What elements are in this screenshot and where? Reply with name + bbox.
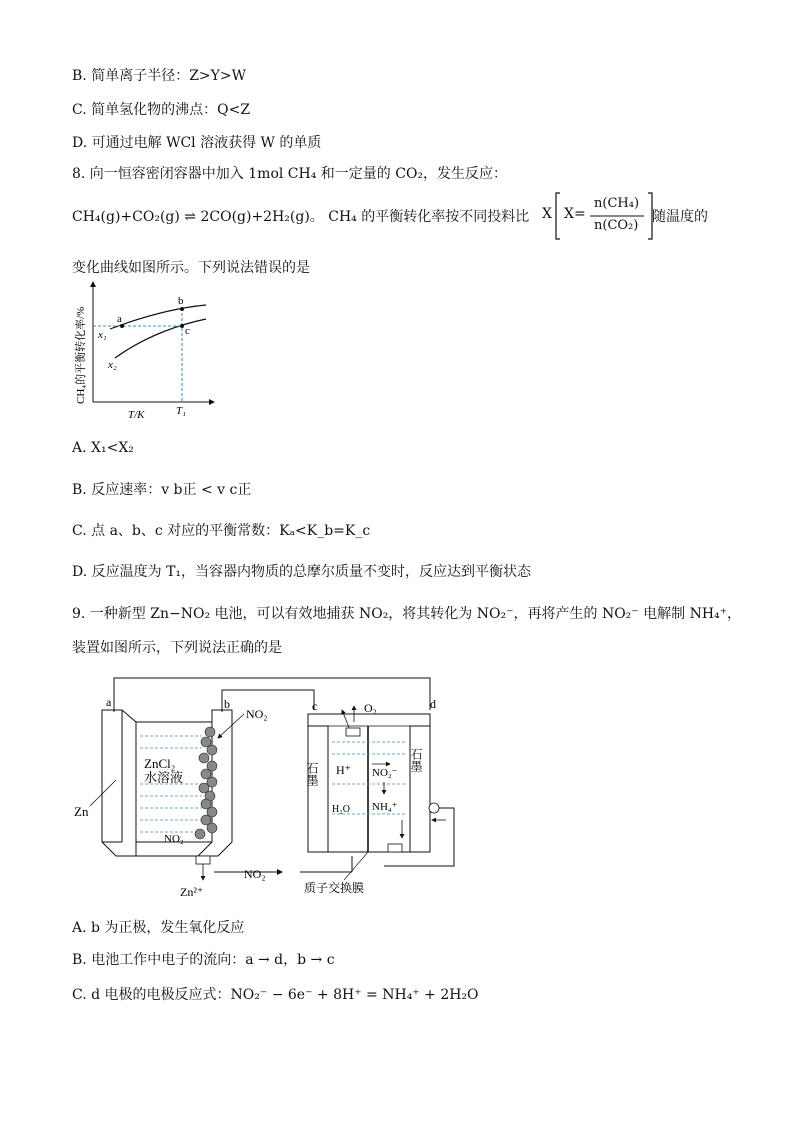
point-c	[180, 324, 184, 328]
label-no2-bottom: NO₂	[164, 833, 184, 845]
q7-option-c: C. 简单氢化物的沸点：Q<Z	[72, 102, 251, 118]
q8-graph	[68, 278, 218, 420]
q8-ratio-denominator: n(CO₂)	[594, 218, 639, 233]
label-no2-top: NO₂	[246, 707, 268, 721]
q8-equation-line	[72, 207, 529, 227]
q8-option-d: D. 反应温度为 T₁，当容器内物质的总摩尔质量不变时，反应达到平衡状态	[72, 564, 532, 580]
q8-ratio-x: X	[542, 206, 552, 222]
label-zn: Zn	[74, 804, 89, 819]
conversion-graph	[68, 278, 218, 420]
q8-stem: 8. 向一恒容密闭容器中加入 1mol CH₄ 和一定量的 CO₂，发生反应：	[72, 166, 508, 182]
label-solution: 水溶液	[144, 770, 184, 785]
y-axis-label: CH₄的平衡转化率/%	[75, 306, 87, 404]
q8-option-c: C. 点 a、b、c 对应的平衡常数：Kₐ<K_b=K_c	[72, 523, 371, 539]
q8-option-b: B. 反应速率：v b正 < v c正	[72, 482, 252, 498]
q8-equation: CH₄(g)+CO₂(g) ⇌ 2CO(g)+2H₂(g)。	[72, 209, 324, 225]
t1-label: T₁	[176, 405, 186, 417]
q8-equation-mid: CH₄ 的平衡转化率按不同投料比	[328, 209, 530, 225]
q7-option-b: B. 简单离子半径：Z>Y>W	[72, 68, 247, 84]
q8-ratio-prefix: X=	[564, 206, 586, 222]
label-d: d	[430, 697, 436, 711]
label-c: c	[312, 699, 318, 713]
label-no2minus-flow: NO₂⁻	[244, 867, 272, 881]
q9-option-c: C. d 电极的电极反应式：NO₂⁻ − 6e⁻ + 8H⁺ = NH₄⁺ + 2H₂O	[72, 987, 479, 1003]
q9-stem-2: 装置如图所示，下列说法正确的是	[72, 640, 282, 656]
q7-option-d: D. 可通过电解 WCl 溶液获得 W 的单质	[72, 135, 322, 151]
q8-option-a: A. X₁<X₂	[72, 440, 134, 456]
q8-ratio-expression	[542, 190, 657, 242]
q8-ratio-numerator: n(CH₄)	[594, 196, 640, 211]
x-axis-label: T/K	[128, 409, 145, 420]
label-zn2plus: Zn²⁺	[180, 885, 204, 899]
label-a: a	[106, 695, 112, 709]
curve-x2	[115, 319, 206, 358]
label-x2: x₂	[108, 359, 117, 371]
label-zncl2: ZnCl₂	[144, 756, 176, 771]
q9-cell-diagram	[72, 670, 472, 902]
curve-x1	[110, 305, 206, 329]
q8-stem-2: 变化曲线如图所示。下列说法错误的是	[72, 260, 310, 276]
label-h2o: H₂O	[332, 804, 350, 815]
q9-option-b: B. 电池工作中电子的流向：a → d，b → c	[72, 952, 335, 968]
q9-option-a: A. b 为正极，发生氧化反应	[72, 920, 245, 936]
q9-stem-1: 9. 一种新型 Zn−NO₂ 电池，可以有效地捕获 NO₂，将其转化为 NO₂⁻，再将产生的 NO₂⁻ 电解制 NH₄⁺，	[72, 606, 742, 622]
label-a: a	[117, 313, 122, 325]
label-o2: O₂	[364, 701, 377, 715]
label-nh4plus: NH₄⁺	[372, 801, 398, 813]
label-hplus: H⁺	[336, 763, 351, 777]
label-c: c	[185, 325, 190, 337]
label-membrane: 质子交换膜	[304, 881, 365, 895]
label-x1: x₁	[98, 329, 107, 341]
label-b: b	[178, 295, 184, 307]
point-b	[180, 307, 184, 311]
label-b: b	[224, 697, 230, 711]
battery-electrolysis-diagram	[72, 670, 472, 902]
label-graphite-right: 石墨	[409, 748, 423, 772]
label-no2minus-in: NO₂⁻	[372, 767, 398, 779]
label-graphite-left: 石墨	[305, 762, 319, 786]
q8-equation-end: 随温度的	[652, 209, 708, 225]
